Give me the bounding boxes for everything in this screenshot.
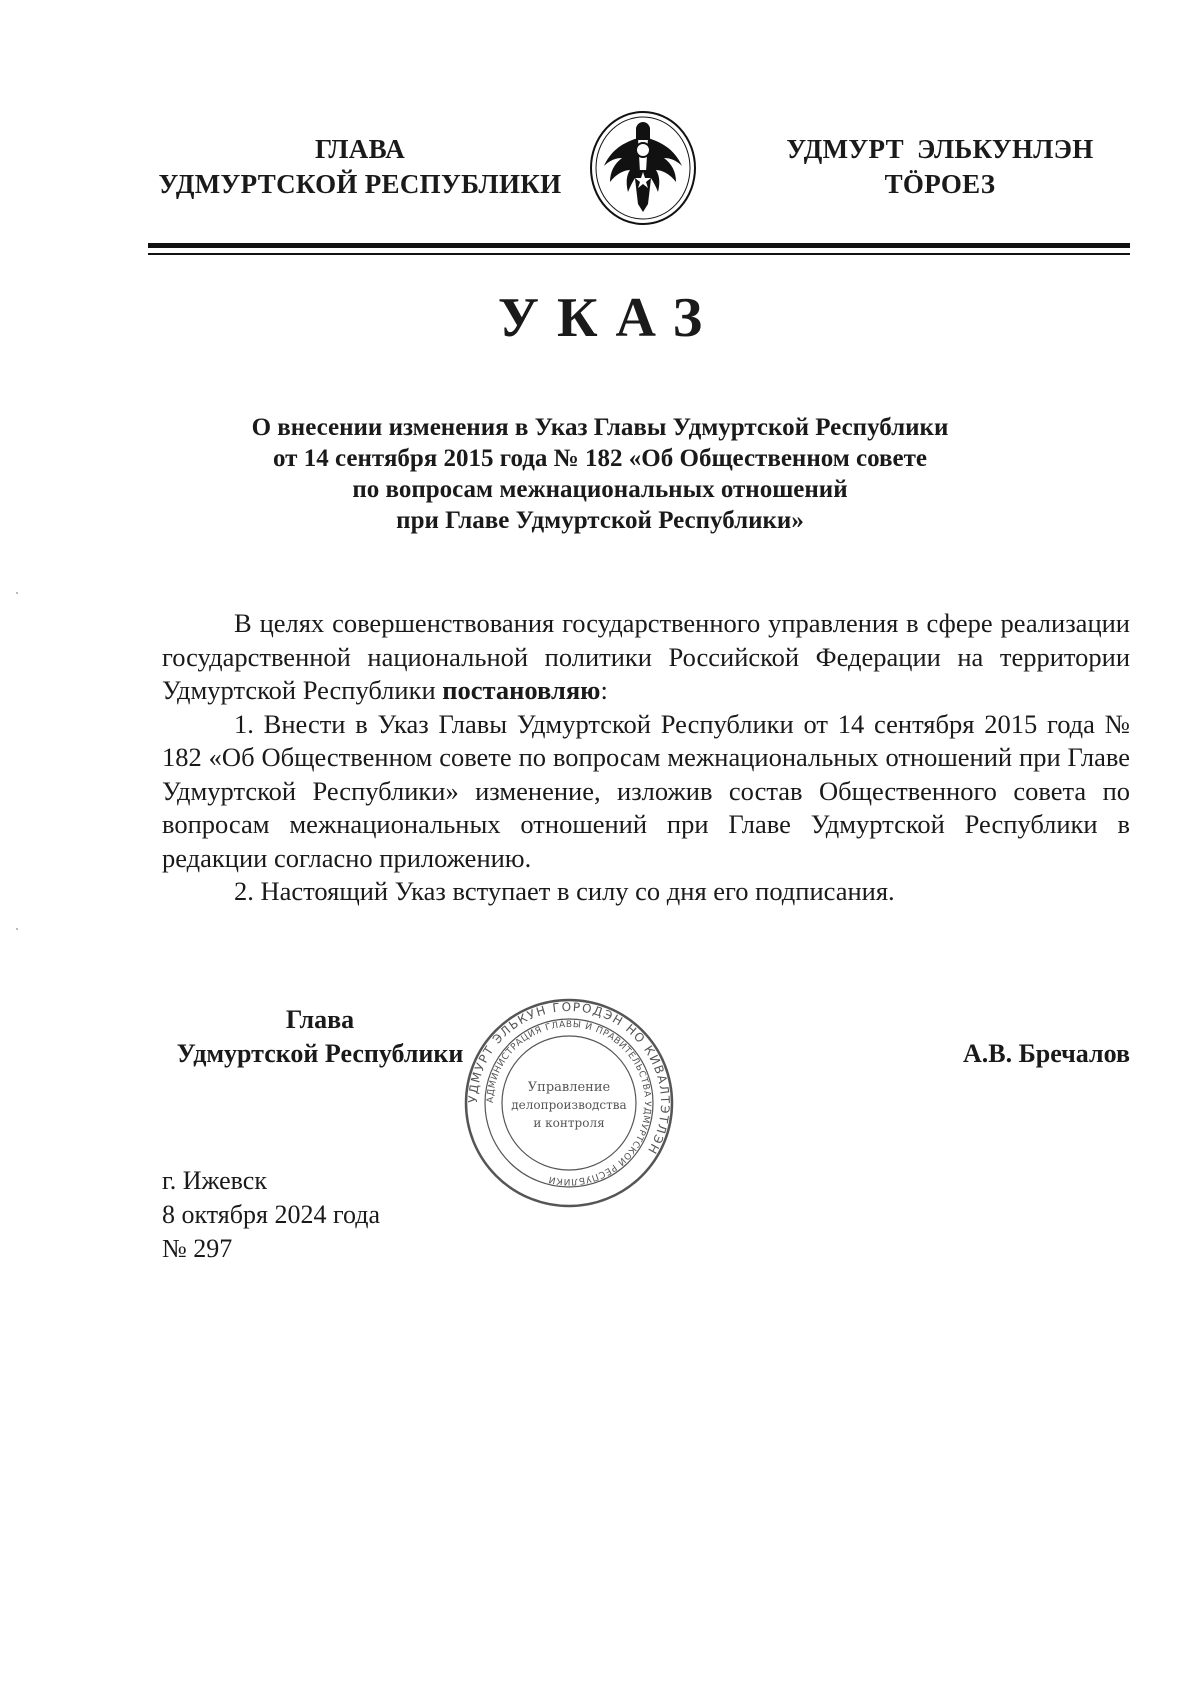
- signatory-title-line2: Удмуртской Республики: [176, 1039, 464, 1068]
- header-right: [755, 132, 1125, 202]
- issue-details: [162, 1164, 482, 1266]
- issue-date: 8 октября 2024 года: [162, 1200, 380, 1229]
- seal-inner-text: АДМИНИСТРАЦИЯ ГЛАВЫ И ПРАВИТЕЛЬСТВА УДМУРТСКОЙ РЕСПУБЛИКИ: [485, 1019, 653, 1187]
- signatory-title: [160, 1003, 480, 1071]
- resolve-word: постановляю: [442, 675, 601, 705]
- official-seal-stamp: [463, 997, 675, 1209]
- margin-mark: [16, 928, 18, 930]
- header-left-line2: УДМУРТСКОЙ РЕСПУБЛИКИ: [158, 169, 562, 199]
- udmurt-coat-of-arms-icon: [586, 108, 700, 228]
- header-divider-thick: [148, 243, 1130, 248]
- document-title: УКАЗ: [497, 287, 721, 349]
- issue-number: № 297: [162, 1234, 233, 1263]
- preamble-text: В целях совершенствования государственного управления в сфере реализации государственной национальной политики Российской Федерации на территории Удмуртской Республики: [162, 608, 1130, 705]
- signatory-title-line1: Глава: [285, 1005, 355, 1034]
- margin-mark: [16, 592, 18, 594]
- signatory-name: А.В. Бречалов: [962, 1039, 1130, 1068]
- body-paragraph-item-2: 2. Настоящий Указ вступает в силу со дня его подписания.: [234, 876, 895, 906]
- header-right-line2: ТӦРОЕЗ: [884, 169, 996, 199]
- subject-line: от 14 сентября 2015 года № 182 «Об Общественном совете: [273, 445, 927, 472]
- subject-line: при Главе Удмуртской Республики»: [396, 507, 804, 534]
- seal-center-line1: Управление: [527, 1080, 611, 1095]
- subject-line: по вопросам межнациональных отношений: [352, 476, 848, 503]
- seal-center-line2: делопроизводства: [511, 1098, 627, 1112]
- header-left: [140, 132, 580, 202]
- issue-city: г. Ижевск: [162, 1166, 267, 1195]
- document-subject: [180, 412, 1020, 536]
- header-divider-thin: [148, 253, 1130, 255]
- header-left-line1: ГЛАВА: [314, 134, 406, 164]
- subject-line: О внесении изменения в Указ Главы Удмуртской Республики: [251, 414, 949, 441]
- document-body: [162, 607, 1130, 909]
- seal-outer-text: УДМУРТ ЭЛЬКУН ГОРОДЭН НО КИВАЛТЭТЛЭН: [465, 999, 673, 1158]
- body-paragraph-item-1: 1. Внести в Указ Главы Удмуртской Республики от 14 сентября 2015 года № 182 «Об Общественном совете по вопросам межнациональных отношений при Главе Удмуртской Республики» изменение, изложив состав Общественного совета по вопросам межнациональных отношений при Главе Удмуртской Республики в редакции согласно приложению.: [162, 708, 1130, 873]
- body-paragraph-preamble: [162, 607, 1130, 708]
- header-right-line1: УДМУРТ ЭЛЬКУНЛЭН: [786, 134, 1094, 164]
- seal-center-line3: и контроля: [533, 1116, 605, 1130]
- preamble-colon: :: [600, 675, 608, 705]
